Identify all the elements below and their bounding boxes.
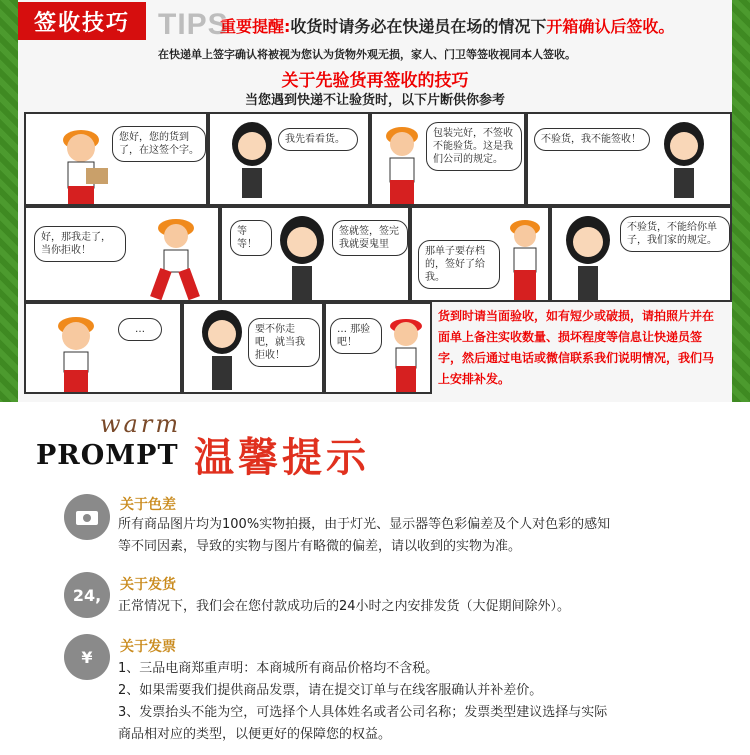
girl-icon (194, 306, 250, 394)
tip-invoice-line-3: 3、发票抬头不能为空，可选择个人具体姓名或者公司名称；发票类型建议选择与实际 (118, 705, 608, 720)
camera-glyph-icon (75, 508, 99, 526)
girl-icon (272, 212, 332, 302)
notice (220, 14, 674, 37)
comic-panel-11 (324, 302, 432, 394)
speech-bubble-6: 等等！ (230, 220, 272, 256)
speech-bubble-10: … (118, 318, 162, 341)
courier-icon (382, 308, 430, 394)
comic-panel-5 (24, 206, 220, 302)
comic-panel-4 (526, 112, 732, 206)
girl-icon (558, 212, 618, 302)
comic-panel-7 (410, 206, 550, 302)
speech-bubble-4: 不验货，我不能签收！ (534, 128, 650, 151)
girl-icon (224, 118, 280, 206)
tip-color-title: 关于色差 (120, 497, 176, 513)
tip-invoice-line-1: 1、三品电商郑重声明：本商城所有商品价格均不含税。 (118, 661, 439, 676)
tips-word: TIPS (158, 8, 229, 41)
comic-panel-2 (208, 112, 370, 206)
tip-color-line-1: 所有商品图片均为100%实物拍摄，由于灯光、显示器等色彩偏差及个人对色彩的感知 (118, 517, 611, 532)
speech-bubble-5: 好，那我走了，当你拒收！ (34, 226, 126, 262)
tip-invoice-line-2: 2、如果需要我们提供商品发票，请在提交订单与在线客服确认并补差价。 (118, 683, 543, 698)
courier-icon (46, 308, 106, 394)
speech-bubble-9: 不验货，不能给你单子，我们家的规定。 (620, 216, 730, 252)
notice-main: 收货时请务必在快递员在场的情况下 (290, 17, 547, 36)
comic-panel-8 (550, 206, 732, 302)
subnotice: 在快递单上签字确认将被视为您认为货物外观无损，家人、门卫等签收视同本人签收。 (158, 48, 576, 61)
red-note: 货到时请当面验收，如有短少或破损，请拍照片并在面单上备注实收数量、损坏程度等信息让快递员签字，然后通过电话或微信联系我们说明情况，我们马上安排补发。 (438, 309, 715, 386)
tip-shipping-title: 关于发货 (120, 577, 176, 593)
tip-color-line-2: 等不同因素，导致的实物与图片有略微的偏差，请以收到的实物为准。 (118, 539, 522, 554)
speech-bubble-3: 包装完好，不签收不能验货。这是我们公司的规定。 (426, 122, 522, 171)
girl-icon (656, 118, 712, 206)
prompt-label: PROMPT (36, 440, 179, 471)
warm-label: warm (100, 410, 182, 438)
invoice-icon: ¥ (64, 634, 110, 680)
comic-panel-1 (24, 112, 208, 206)
section-sub: 当您遇到快递不让验货时，以下片断供你参考 (244, 93, 505, 108)
courier-running-icon (134, 212, 214, 302)
courier-icon (500, 212, 550, 302)
comic-panel-10 (182, 302, 324, 394)
prompt-cn-label: 温馨提示 (194, 435, 370, 481)
speech-bubble-8: 那单子要存档的，签好了给我。 (418, 240, 500, 289)
comic-panel-6 (220, 206, 410, 302)
comic-panel-3 (370, 112, 526, 206)
speech-bubble-2: 我先看看货。 (278, 128, 358, 151)
notice-red-end: 开箱确认后签收。 (546, 17, 675, 36)
comic-panel-9 (24, 302, 182, 394)
tip-shipping-line-1: 正常情况下，我们会在您付款成功后的24小时之内安排发货（大促期间除外）。 (118, 599, 571, 614)
speech-bubble-1: 您好，您的货到了，在这签个字。 (112, 126, 206, 162)
notice-red: 重要提醒: (220, 17, 291, 36)
shipping-24h-icon: 24, (64, 572, 110, 618)
section-title: 关于先验货再签收的技巧 (281, 71, 469, 91)
speech-bubble-11: 要不你走吧，就当我拒收！ (248, 318, 320, 367)
courier-icon (376, 118, 428, 206)
speech-bubble-7: 签就签，签完我就耍鬼里 (332, 220, 408, 256)
tip-invoice-line-4: 商品相对应的类型，以便更好的保障您的权益。 (118, 727, 392, 742)
tip-invoice-title: 关于发票 (120, 639, 176, 655)
speech-bubble-12: … 那验吧！ (330, 318, 382, 354)
courier-icon (46, 118, 116, 206)
camera-icon (64, 494, 110, 540)
title-tab: 签收技巧 (18, 2, 146, 40)
